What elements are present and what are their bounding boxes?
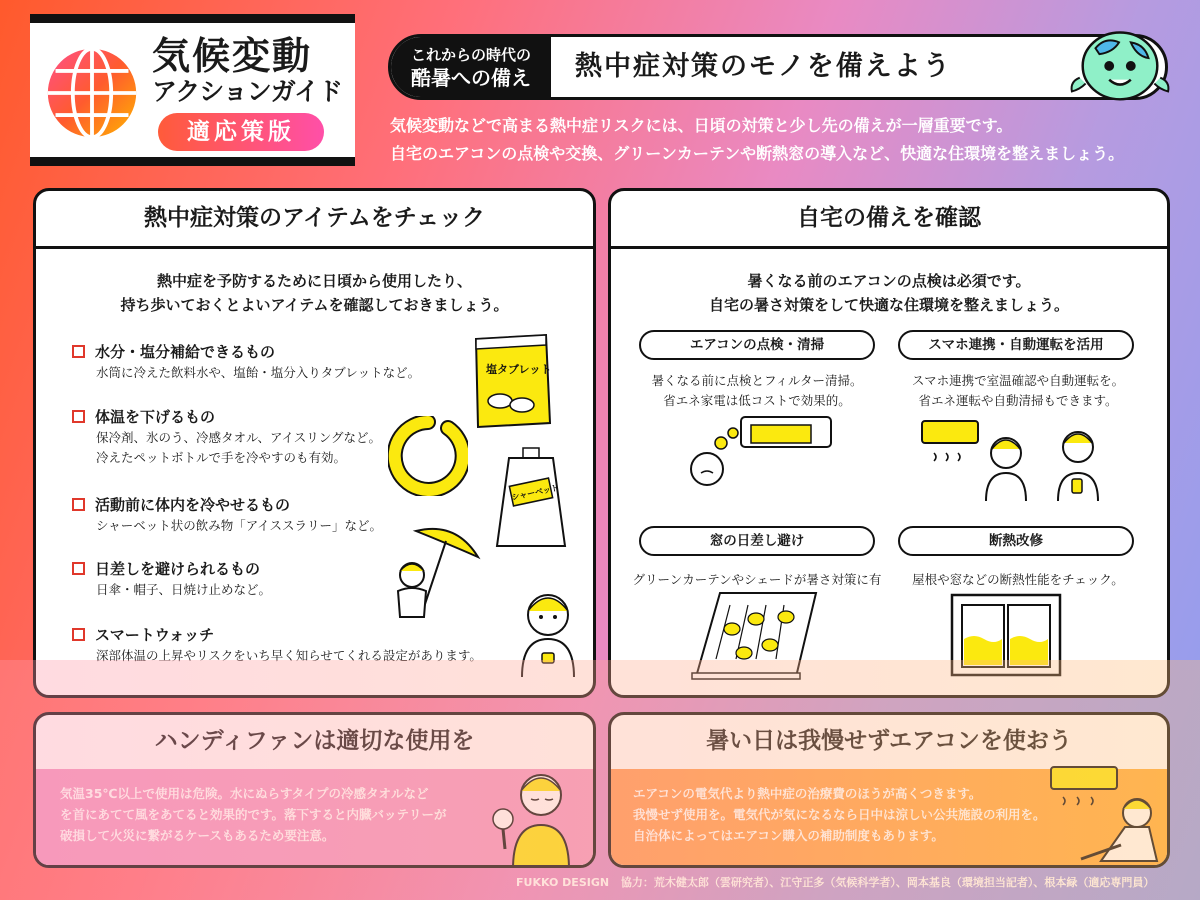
checkbox-icon [72, 410, 85, 423]
home-lead-line1: 暑くなる前のエアコンの点検は必須です。 [747, 272, 1031, 290]
section-desc-ac-check [621, 371, 893, 411]
section-desc-line: スマホ連携で室温確認や自動運転を。 [911, 373, 1125, 388]
header-banner [388, 34, 1168, 100]
checklist-item-title: 体温を下げるもの [95, 408, 216, 426]
items-lead-line1: 熱中症を予防するために日頃から使用したり、 [156, 272, 472, 290]
logo [30, 14, 355, 166]
checkbox-icon [72, 498, 85, 511]
section-desc-line: 屋根や窓などの断熱性能をチェック。 [912, 572, 1124, 587]
parasol-kid-illustration [386, 521, 486, 621]
ac-panel-line: エアコンの電気代より熱中症の治療費のほうが高くつきます。 [633, 786, 982, 801]
checkbox-icon [72, 562, 85, 575]
handy-fan-kid-illustration [491, 759, 591, 868]
footer-brand: FUKKO DESIGN [516, 876, 610, 889]
home-panel-heading: 自宅の備えを確認 [611, 191, 1167, 249]
intro-line2: 自宅のエアコンの点検や交換、グリーンカーテンや断熱窓の導入など、快適な住環境を整えましょう。 [390, 144, 1125, 163]
handy-fan-heading: ハンディファンは適切な使用を [154, 728, 475, 754]
home-panel-lead [611, 269, 1167, 317]
ac-cleaning-illustration [681, 413, 841, 493]
handy-fan-panel [33, 712, 596, 868]
salt-tablet-illustration [466, 331, 556, 431]
section-desc-line: 省エネ家電は低コストで効果的。 [663, 393, 851, 408]
checklist-item-title: 日差しを避けられるもの [95, 560, 261, 578]
checkbox-icon [72, 628, 85, 641]
handy-fan-line: を首にあてて風をあてると効果的です。落下すると内臓バッテリーが [60, 807, 447, 822]
checklist-item-desc: 保冷剤、氷のう、冷感タオル、アイスリングなど。 [96, 430, 382, 445]
intro-text [390, 112, 1180, 168]
handy-fan-text [60, 783, 500, 846]
handy-fan-line: 気温35℃以上で使用は危険。水にぬらすタイプの冷感タオルなど [60, 786, 429, 801]
earth-mascot-icon [1066, 18, 1174, 104]
checklist-item-desc: シャーベット状の飲み物「アイススラリー」など。 [96, 518, 383, 533]
section-desc-line: グリーンカーテンやシェードが暑さ対策に有 [632, 572, 882, 587]
intro-line1: 気候変動などで高まる熱中症リスクには、日頃の対策と少し先の備えが一層重要です。 [390, 116, 1013, 135]
checklist-item-title: 活動前に体内を冷やせるもの [95, 496, 291, 514]
checklist-item-desc: 冷えたペットボトルで手を冷やすのも有効。 [96, 450, 347, 465]
items-panel-heading: 熱中症対策のアイテムをチェック [36, 191, 593, 249]
section-pill-smartphone: スマホ連携・自動運転を活用 [898, 330, 1134, 360]
banner-tag-line2: 酷暑への備え [411, 66, 531, 90]
ac-panel-line: 自治体によってはエアコン購入の補助制度もあります。 [633, 828, 944, 843]
ac-panel-line: 我慢せず使用を。電気代が気になるなら日中は涼しい公共施設の利用を。 [633, 807, 1046, 822]
logo-badge: 適応策版 [158, 113, 324, 151]
tablet-label: 塩タブレット [486, 363, 552, 376]
sherbet-pouch-illustration [491, 446, 571, 556]
checklist-item-title: スマートウォッチ [95, 626, 215, 644]
banner-tag-line1: これからの時代の [410, 46, 531, 64]
section-desc-smartphone [883, 371, 1153, 411]
logo-subtitle: アクションガイド [152, 77, 343, 106]
section-pill-insulation: 断熱改修 [898, 526, 1134, 556]
relaxing-ac-illustration [1041, 761, 1167, 867]
section-pill-ac-check: エアコンの点検・清掃 [639, 330, 875, 360]
banner-tag [391, 37, 551, 97]
ac-panel-text [633, 783, 1093, 846]
smart-ac-illustration [916, 413, 1116, 503]
footer-credits [516, 875, 1154, 891]
banner-title: 熱中症対策のモノを備えよう [575, 51, 952, 82]
section-desc-insulation [883, 570, 1153, 590]
checklist-item-title: 水分・塩分補給できるもの [95, 343, 276, 361]
section-pill-window-shade: 窓の日差し避け [639, 526, 875, 556]
ice-ring-illustration [388, 416, 468, 496]
globe-logo-icon [44, 45, 140, 141]
ac-panel-heading: 暑い日は我慢せずエアコンを使おう [706, 728, 1072, 754]
checklist-item-desc: 水筒に冷えた飲料水や、塩飴・塩分入りタブレットなど。 [96, 365, 421, 380]
checklist-item-desc: 日傘・帽子、日焼け止めなど。 [96, 582, 272, 597]
insulated-window-illustration [946, 589, 1066, 681]
sherbet-label: シャーベット [510, 483, 560, 503]
green-curtain-illustration [686, 589, 826, 681]
section-desc-line: 省エネ運転や自動清掃もできます。 [918, 393, 1118, 408]
ac-panel [608, 712, 1170, 868]
home-lead-line2: 自宅の暑さ対策をして快適な住環境を整えましょう。 [708, 296, 1069, 314]
section-desc-line: 暑くなる前に点検とフィルター清掃。 [651, 373, 863, 388]
smartwatch-kid-illustration [508, 581, 588, 681]
checkbox-icon [72, 345, 85, 358]
checklist-item-hydration [72, 341, 492, 383]
home-panel [608, 188, 1170, 698]
footer-collaborators: 協力：荒木健太郎（雲研究者）、江守正多（気候科学者）、岡本基良（環境担当記者）、根本緑（適応専門員） [620, 876, 1155, 889]
items-panel [33, 188, 596, 698]
handy-fan-line: 破損して火災に繋がるケースもあるため要注意。 [60, 828, 335, 843]
checklist-item-smartwatch [72, 624, 542, 666]
items-panel-lead [36, 269, 593, 317]
items-lead-line2: 持ち歩いておくとよいアイテムを確認しておきましょう。 [120, 296, 509, 314]
checklist-item-desc: 深部体温の上昇やリスクをいち早く知らせてくれる設定があります。 [96, 648, 482, 663]
logo-title: 気候変動 [152, 34, 313, 78]
